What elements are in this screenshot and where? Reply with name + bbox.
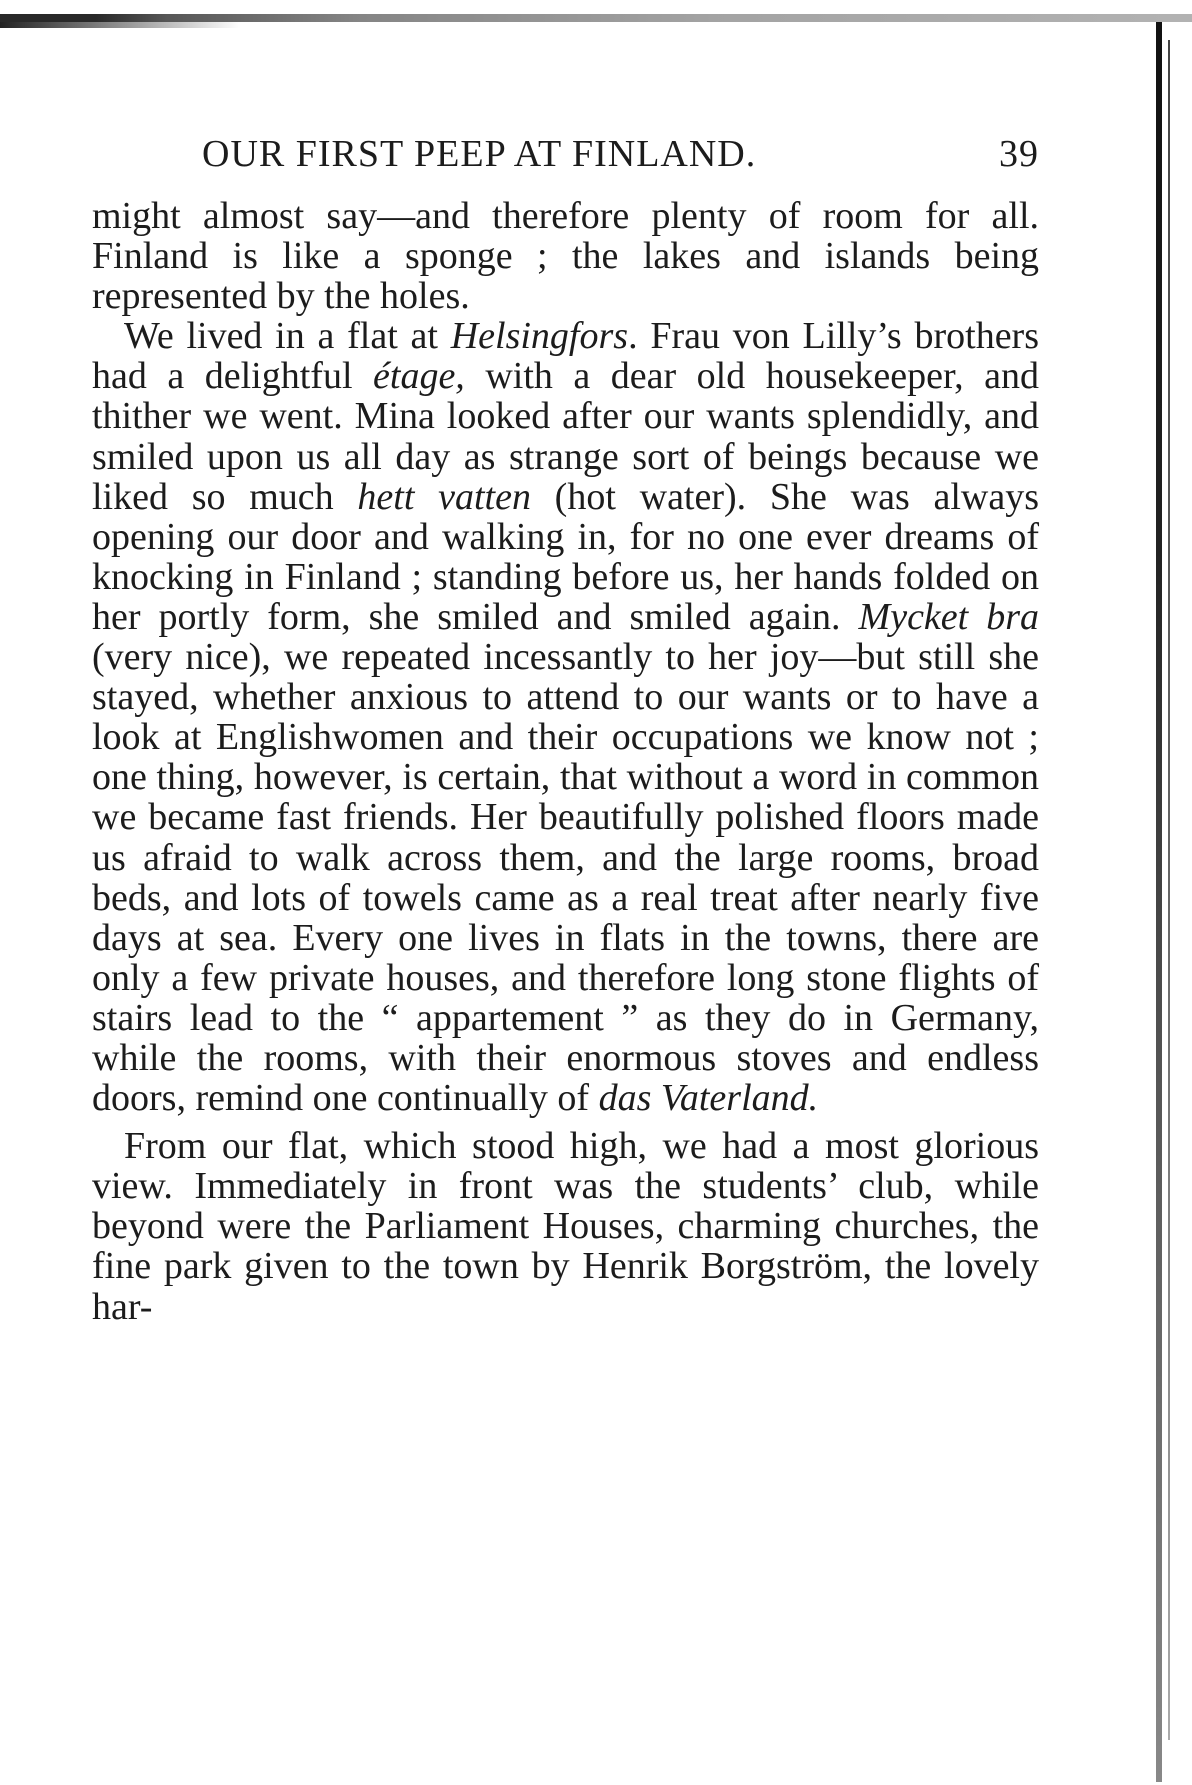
text-run: with a dear old housekeeper, and thither we went. Mina looked after our wants splendidly, and smiled upon us all day as strange sort of beings because we liked so much — [92, 355, 1039, 518]
scan-edge-top — [0, 14, 1192, 22]
italic-hett-vatten: hett vatten — [357, 475, 531, 518]
paragraph-view: From our flat, which stood high, we had a most glorious view. Immediately in front was the students’ club, while beyond were the Parliament Houses, charming churches, the fine park given to the town by Henrik Borgström, the lovely har- — [92, 1125, 1039, 1328]
body-text — [92, 196, 1039, 1327]
book-page — [92, 118, 1039, 1327]
scan-edge-right — [1156, 22, 1162, 1782]
text-run: (hot water). She was always opening our door and walking in, for no one ever dreams of knocking in Finland ; standing before us, her hands folded on her portly form, she smiled and smiled again. — [92, 475, 1039, 638]
running-head — [92, 118, 1039, 196]
text-run: (very nice), we repeated incessantly to her joy—but still she stayed, whether anxious to attend to our wants or to have a look at Englishwomen and their occupations we know not ; one thing, however, is certain, that without a word in common we became fast friends. Her beautifully polished floors made us afraid to walk across them, and the large rooms, broad beds, and lots of towels came as a real treat after nearly five days at sea. Every one lives in flats in the towns, there are only a few private houses, and therefore long stone flights of stairs lead to the “ appartement ” as they do in Germany, while the rooms, with their enormous stoves and endless doors, remind one continually of — [92, 636, 1039, 1120]
italic-das-vaterland: das Vaterland. — [598, 1077, 819, 1120]
paragraph-continued: might almost say—and therefore plenty of room for all. Finland is like a sponge ; the lakes and islands being represented by the holes. — [92, 195, 1039, 318]
italic-helsingfors: Helsingfors — [450, 315, 629, 358]
scan-edge-right-inner — [1168, 40, 1170, 1740]
italic-mycket-bra: Mycket bra — [858, 595, 1040, 638]
italic-etage: étage, — [373, 355, 465, 398]
page-number: 39 — [999, 133, 1039, 175]
text-run: . Frau von Lilly’s brothers had a delightful — [92, 315, 1039, 398]
paragraph-helsingfors-flat — [92, 316, 1039, 1118]
scan-edge-shadow — [0, 22, 240, 28]
text-run: We lived in a flat at — [124, 315, 451, 358]
running-title: OUR FIRST PEEP AT FINLAND. — [202, 133, 757, 175]
